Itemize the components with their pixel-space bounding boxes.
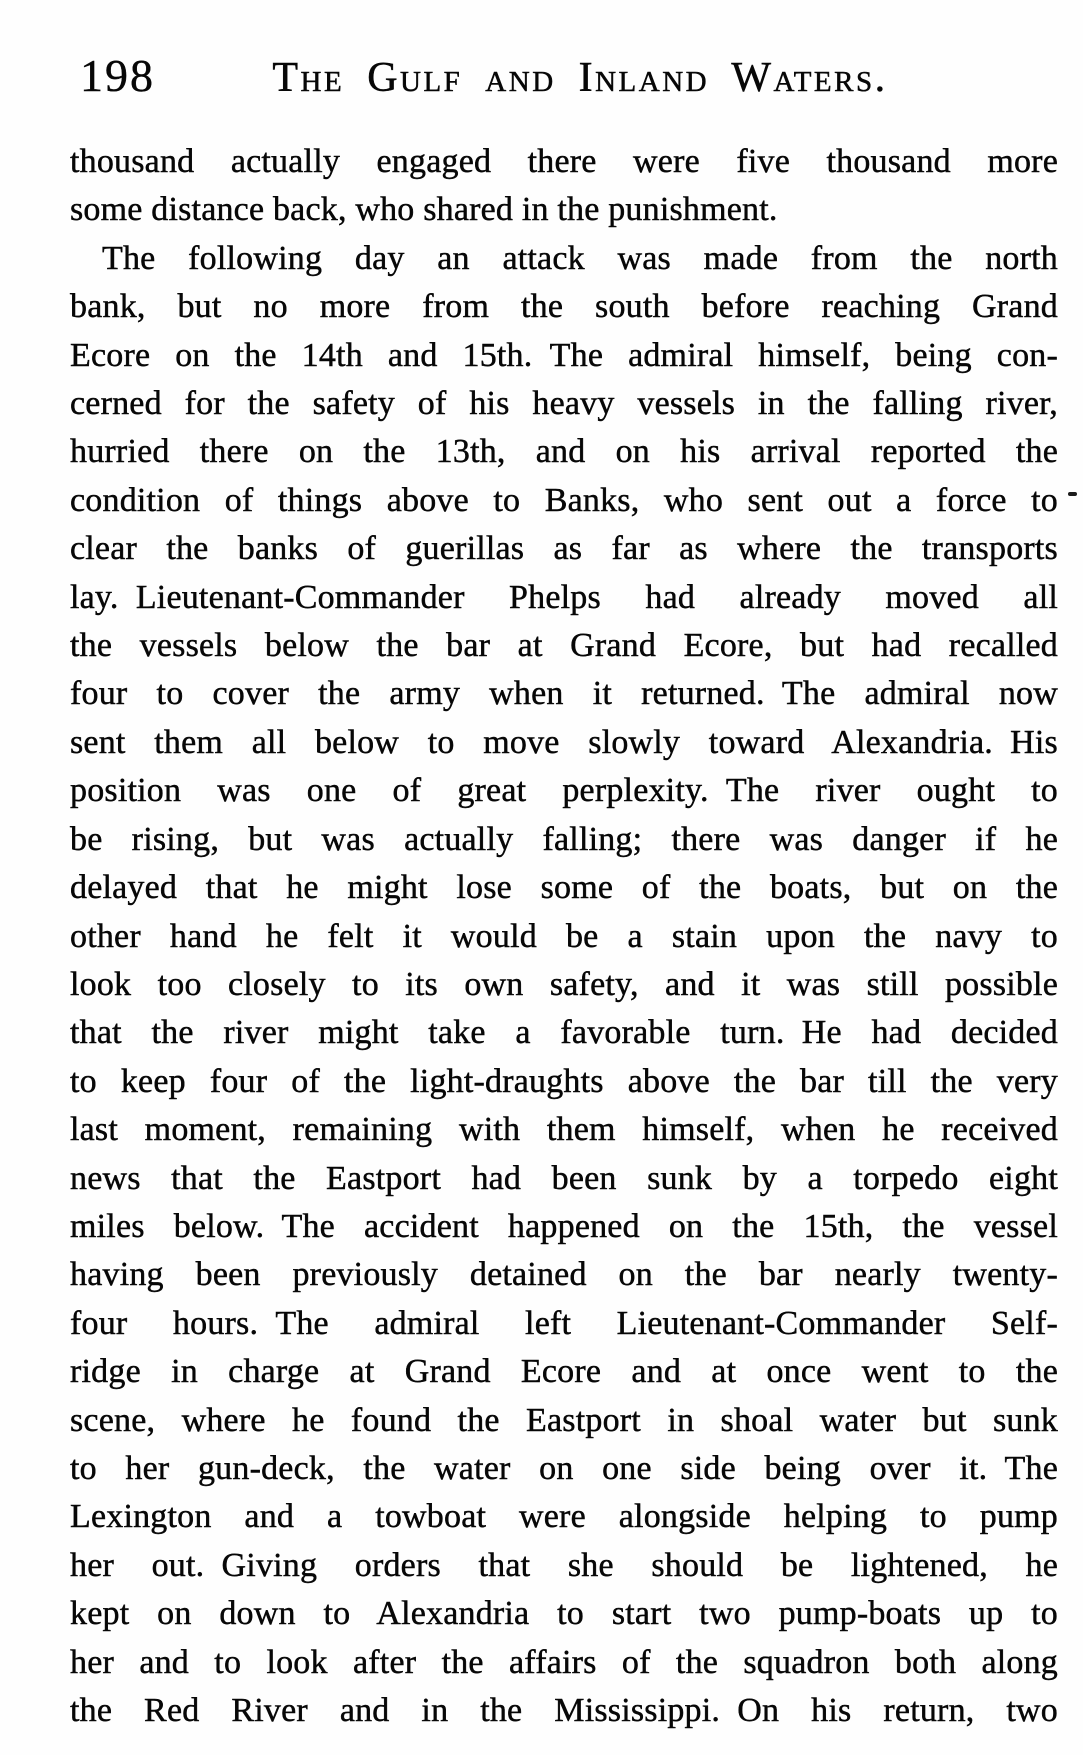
- text-line: position was one of great perplexity. The river ought to: [70, 772, 1058, 810]
- text-line: her and to look after the affairs of the squadron both along: [70, 1643, 1058, 1681]
- text-line: lay. Lieutenant-Commander Phelps had already moved all: [70, 578, 1058, 616]
- text-line: that the river might take a favorable turn. He had decided: [70, 1014, 1058, 1052]
- text-block: [70, 138, 1058, 1735]
- text-line: some distance back, who shared in the punishment.: [70, 191, 778, 229]
- text-line: look too closely to its own safety, and it was still possible: [70, 965, 1058, 1003]
- text-line: news that the Eastport had been sunk by a torpedo eight: [70, 1159, 1058, 1197]
- text-line: cerned for the safety of his heavy vessels in the falling river,: [70, 385, 1058, 423]
- text-line: bank, but no more from the south before reaching Grand: [70, 288, 1058, 326]
- text-line: condition of things above to Banks, who sent out a force to: [70, 481, 1058, 519]
- text-line: the vessels below the bar at Grand Ecore, but had recalled: [70, 627, 1058, 665]
- text-line: scene, where he found the Eastport in shoal water but sunk: [70, 1401, 1058, 1439]
- text-line: The following day an attack was made from the north: [102, 239, 1058, 277]
- text-line: four to cover the army when it returned. The admiral now: [70, 675, 1058, 713]
- paragraph: [70, 138, 1058, 235]
- text-line: her out. Giving orders that she should be lightened, he: [70, 1546, 1058, 1584]
- text-line: thousand actually engaged there were five thousand more: [70, 143, 1058, 180]
- scan-speck-artifact: [1068, 492, 1077, 496]
- text-line: Lexington and a towboat were alongside helping to pump: [70, 1498, 1058, 1536]
- text-line: other hand he felt it would be a stain upon the navy to: [70, 917, 1058, 955]
- text-line: to keep four of the light-draughts above the bar till the very: [70, 1062, 1058, 1100]
- running-title: The Gulf and Inland Waters.: [272, 55, 888, 101]
- text-line: hurried there on the 13th, and on his arrival reported the: [70, 433, 1058, 471]
- text-line: delayed that he might lose some of the boats, but on the: [70, 869, 1058, 907]
- text-line: sent them all below to move slowly toward Alexandria. His: [70, 723, 1058, 761]
- text-line: having been previously detained on the bar nearly twenty-: [70, 1256, 1058, 1294]
- text-line: the Red River and in the Mississippi. On his return, two: [70, 1692, 1058, 1729]
- text-line: ridge in charge at Grand Ecore and at once went to the: [70, 1353, 1058, 1391]
- page-number: 198: [80, 50, 155, 101]
- text-line: Ecore on the 14th and 15th. The admiral himself, being con-: [70, 336, 1058, 374]
- text-line: clear the banks of guerillas as far as where the transports: [70, 530, 1058, 568]
- text-line: four hours. The admiral left Lieutenant-Commander Self-: [70, 1304, 1058, 1342]
- text-line: to her gun-deck, the water on one side being over it. The: [70, 1449, 1058, 1487]
- page-header: [70, 52, 1058, 104]
- paragraph: [70, 235, 1058, 1736]
- text-line: miles below. The accident happened on the 15th, the vessel: [70, 1207, 1058, 1245]
- text-line: be rising, but was actually falling; there was danger if he: [70, 820, 1058, 858]
- text-line: last moment, remaining with them himself, when he received: [70, 1111, 1058, 1149]
- text-line: kept on down to Alexandria to start two pump-boats up to: [70, 1595, 1058, 1633]
